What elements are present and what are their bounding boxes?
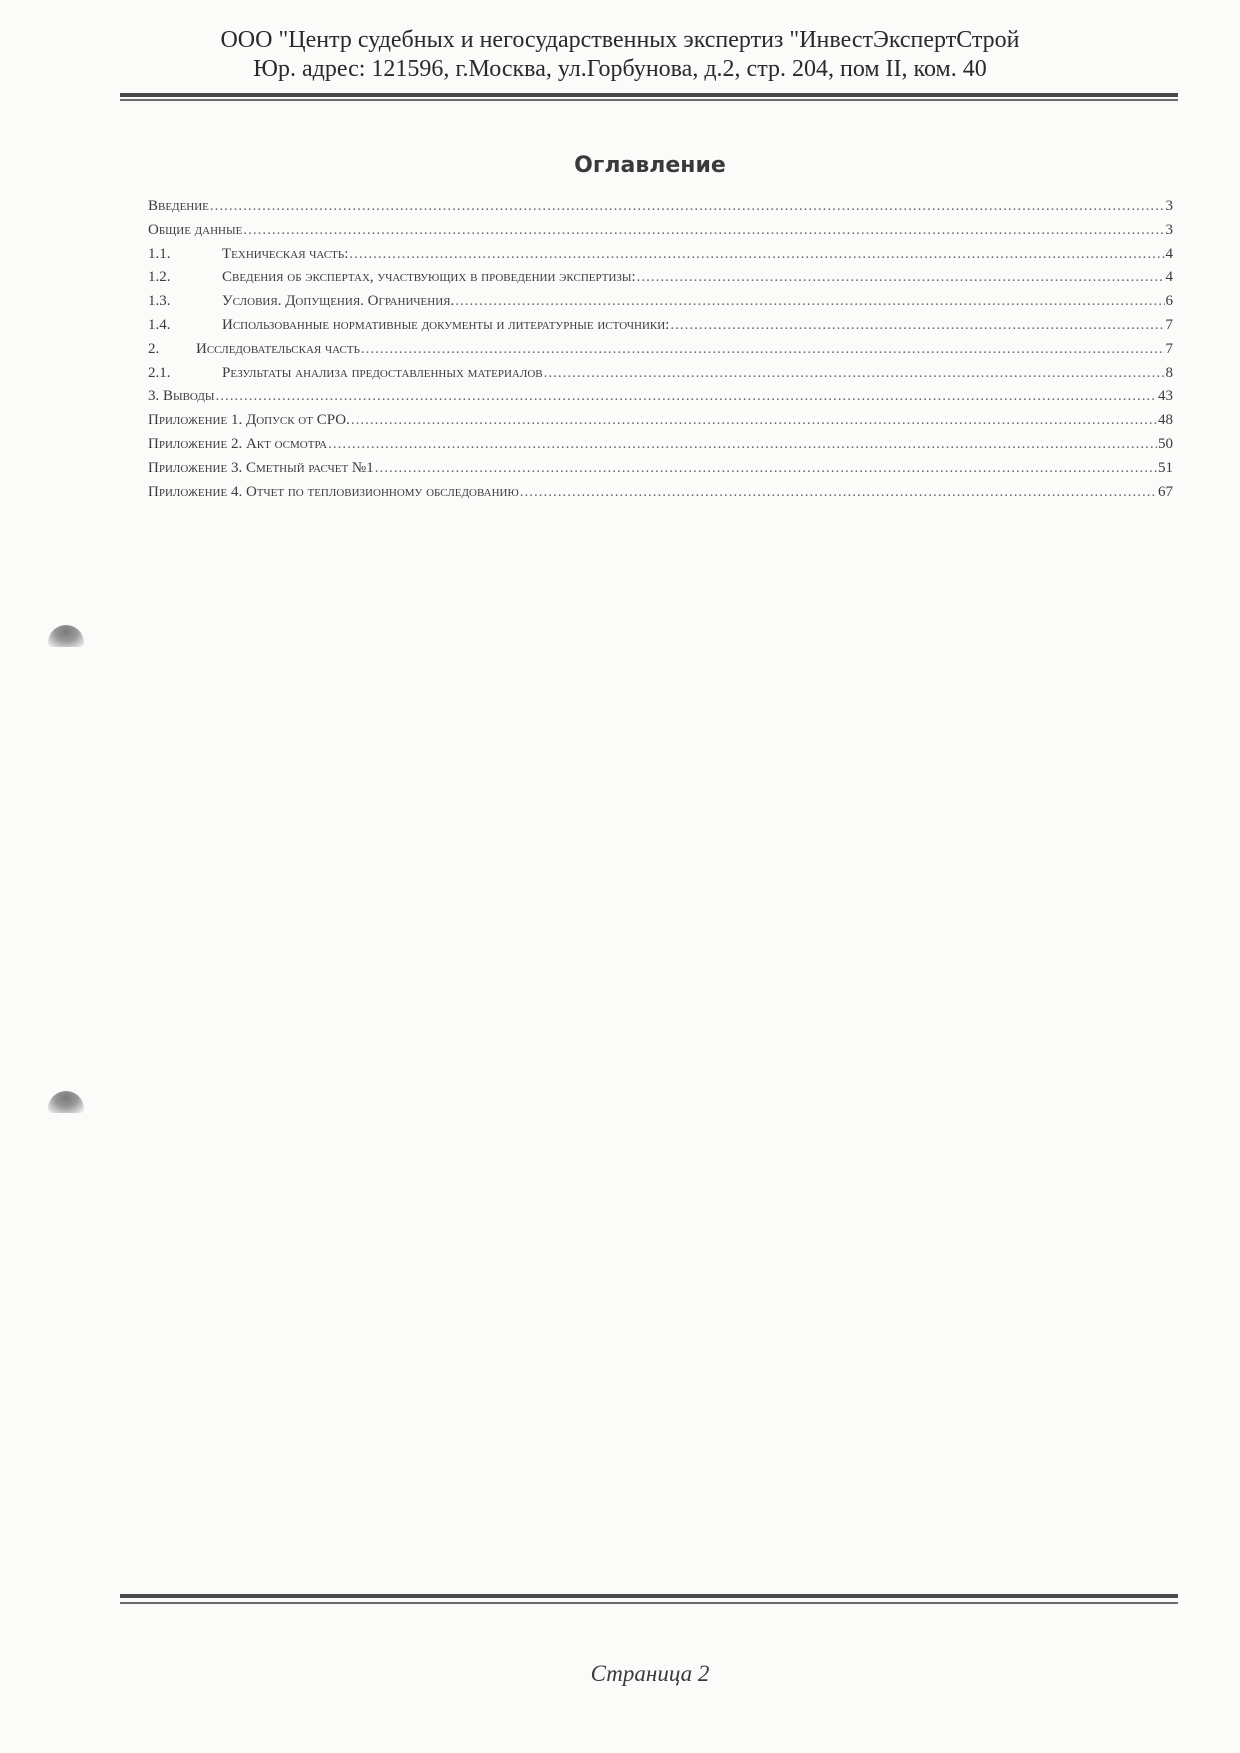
- toc-entry-number: 1.3.: [148, 293, 171, 310]
- toc-entry-page: 3: [1165, 198, 1173, 214]
- toc-leader-dots: [544, 362, 1165, 386]
- toc-entry-text: 3. Выводы: [148, 388, 215, 405]
- header-legal-address: Юр. адрес: 121596, г.Москва, ул.Горбунова, д.2, стр. 204, пом II, ком. 40: [253, 56, 987, 82]
- toc-entry-text: Исследовательская часть: [196, 340, 360, 357]
- toc-entry-page: 8: [1165, 364, 1173, 381]
- toc-entry-text: Приложение 2. Акт осмотра: [148, 435, 328, 452]
- toc-entry[interactable]: [148, 219, 1173, 243]
- footer-rule-thick: [120, 1594, 1178, 1598]
- toc-leader-dots: [670, 314, 1164, 338]
- document-header: [120, 26, 1120, 84]
- header-rule-thin: [120, 99, 1178, 101]
- toc-leader-dots: [520, 481, 1157, 505]
- punch-hole-mark: [48, 625, 84, 647]
- toc-entry-text: Приложение 3. Сметный расчет №1: [148, 459, 374, 476]
- toc-title: Оглавление: [574, 153, 726, 178]
- toc-entry[interactable]: [148, 409, 1173, 433]
- toc-entry-text: Результаты анализа предоставленных материалов: [222, 364, 543, 381]
- footer-rule-thin: [120, 1602, 1178, 1604]
- toc-entry-text: Использованные нормативные документы и литературные источники:: [222, 316, 670, 333]
- toc-entry-page: 3: [1165, 221, 1173, 238]
- toc-entry-page: 48: [1158, 412, 1173, 429]
- toc-entry-page: 6: [1165, 293, 1173, 310]
- toc-entry[interactable]: [148, 433, 1173, 457]
- toc-entry-number: 1.4.: [148, 316, 171, 333]
- toc-entry[interactable]: [148, 385, 1173, 409]
- toc-entry[interactable]: [148, 457, 1173, 481]
- toc-entry-page: 43: [1158, 388, 1173, 405]
- toc-entry-text: Условия. Допущения. Ограничения.: [222, 293, 455, 310]
- toc-entry-page: 7: [1165, 340, 1173, 357]
- table-of-contents: [148, 195, 1173, 504]
- header-company-name: ООО "Центр судебных и негосударственных экспертиз "ИнвестЭкспертСтрой: [220, 27, 1020, 53]
- punch-hole-mark: [48, 1091, 84, 1113]
- toc-entry-text: Приложение 4. Отчет по тепловизионному обследованию: [148, 483, 519, 500]
- toc-entry-page: 4: [1165, 245, 1173, 262]
- toc-leader-dots: [243, 219, 1164, 243]
- toc-entry-page: 7: [1165, 316, 1173, 333]
- toc-entry[interactable]: [148, 362, 1173, 386]
- toc-entry-page: 4: [1165, 269, 1173, 286]
- toc-leader-dots: [210, 195, 1165, 219]
- toc-entry-text: Приложение 1. Допуск от СРО.: [148, 412, 350, 429]
- toc-leader-dots: [215, 385, 1157, 409]
- toc-entry-text: Общие данные: [148, 221, 243, 238]
- toc-entry[interactable]: [148, 243, 1173, 267]
- toc-leader-dots: [351, 409, 1157, 433]
- toc-entry-page: 50: [1158, 435, 1173, 452]
- toc-entry[interactable]: [148, 338, 1173, 362]
- toc-entry-number: 1.1.: [148, 245, 171, 262]
- header-rule-thick: [120, 93, 1178, 97]
- toc-entry[interactable]: [148, 314, 1173, 338]
- toc-entry[interactable]: [148, 195, 1173, 219]
- toc-entry[interactable]: [148, 481, 1173, 505]
- toc-leader-dots: [361, 338, 1165, 362]
- toc-entry-text: Техническая часть:: [222, 245, 349, 262]
- toc-entry-number: 2.: [148, 340, 160, 357]
- toc-entry[interactable]: [148, 290, 1173, 314]
- toc-leader-dots: [328, 433, 1157, 457]
- toc-leader-dots: [375, 457, 1157, 481]
- toc-leader-dots: [637, 266, 1165, 290]
- toc-entry-text: Сведения об экспертах, участвующих в проведении экспертизы:: [222, 269, 636, 286]
- toc-entry-number: 1.2.: [148, 269, 171, 286]
- toc-leader-dots: [455, 290, 1164, 314]
- toc-entry-page: 51: [1158, 459, 1173, 476]
- toc-leader-dots: [349, 243, 1164, 267]
- toc-entry-number: 2.1.: [148, 364, 171, 381]
- toc-entry[interactable]: [148, 266, 1173, 290]
- page-number: Страница 2: [590, 1661, 710, 1686]
- toc-entry-page: 67: [1158, 483, 1173, 500]
- toc-entry-text: Введение: [148, 198, 209, 214]
